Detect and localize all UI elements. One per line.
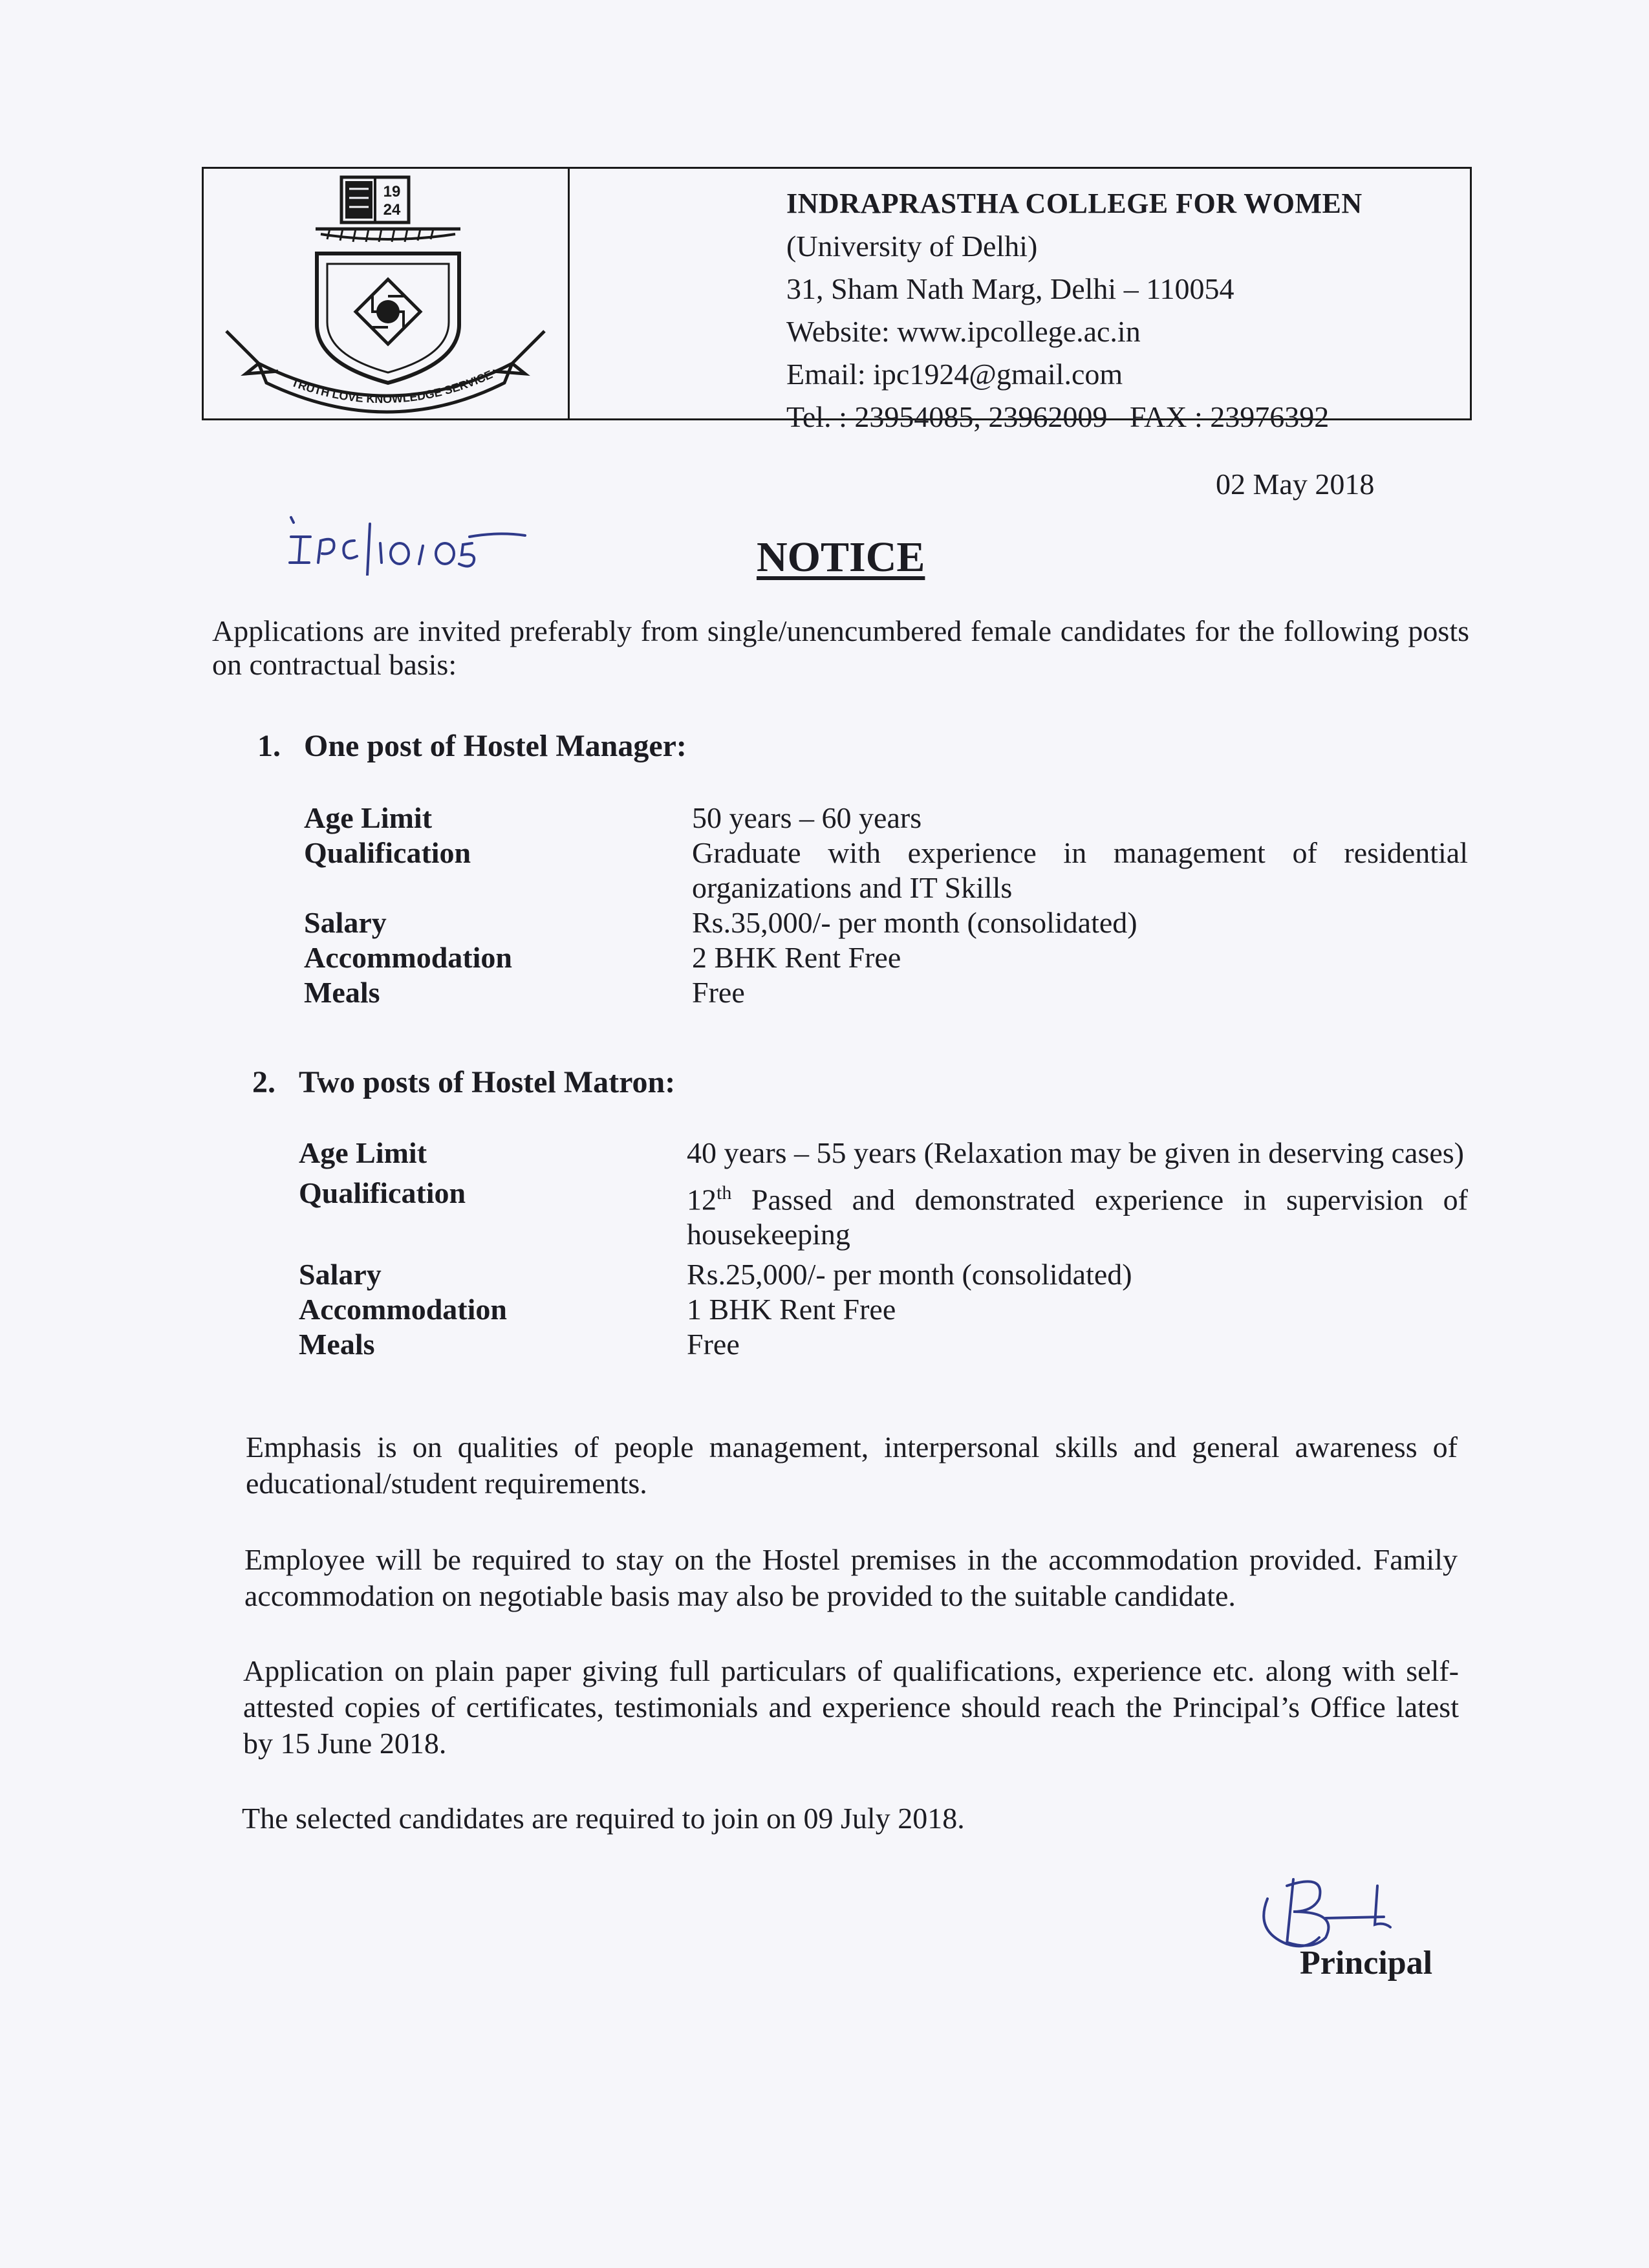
post-1-number: 1. bbox=[257, 729, 281, 763]
post-2-title: Two posts of Hostel Matron: bbox=[299, 1065, 676, 1099]
row-label: Qualification bbox=[299, 1176, 466, 1209]
post-1-salary-row bbox=[304, 905, 1468, 940]
post-2-salary-row bbox=[299, 1257, 1468, 1292]
post-1-heading bbox=[257, 728, 687, 764]
row-label: Age Limit bbox=[299, 1136, 427, 1169]
paragraph-application: Application on plain paper giving full particulars of qualifications, experience etc. along with self-attested copies of certificates, testimonials and experience should reach the Principal’s Office latest by 15 June 2018. bbox=[243, 1654, 1459, 1760]
signatory-title: Principal bbox=[1300, 1945, 1433, 1982]
row-value: 50 years – 60 years bbox=[692, 801, 922, 834]
post-2-heading bbox=[252, 1064, 675, 1100]
post-2-number: 2. bbox=[252, 1065, 275, 1099]
value-superscript: th bbox=[717, 1182, 732, 1204]
college-phone-fax: Tel. : 23954085, 23962009 FAX : 23976392 bbox=[786, 400, 1330, 433]
logo-year-bottom: 24 bbox=[383, 201, 401, 219]
row-value: 2 BHK Rent Free bbox=[692, 941, 901, 974]
handwritten-reference bbox=[285, 498, 530, 576]
row-value: 1 BHK Rent Free bbox=[687, 1293, 896, 1326]
college-address: 31, Sham Nath Marg, Delhi – 110054 bbox=[786, 272, 1234, 305]
row-value: 40 years – 55 years (Relaxation may be given in deserving cases) bbox=[687, 1136, 1464, 1169]
row-value: Free bbox=[692, 976, 745, 1009]
row-value bbox=[687, 1176, 1468, 1252]
post-1-meals-row bbox=[304, 975, 1468, 1010]
logo-book-icon bbox=[341, 177, 409, 222]
post-2-age-row bbox=[299, 1136, 1468, 1171]
university-name: (University of Delhi) bbox=[786, 230, 1038, 263]
post-1-age-row bbox=[304, 801, 1468, 836]
row-label: Age Limit bbox=[304, 801, 433, 834]
post-2-qualification-row bbox=[299, 1176, 1468, 1252]
letterhead-divider bbox=[568, 167, 570, 420]
intro-paragraph: Applications are invited preferably from single/unencumbered female candidates for the following posts on contractual basis: bbox=[212, 614, 1469, 681]
row-label: Salary bbox=[304, 906, 387, 939]
value-prefix: 12 bbox=[687, 1183, 717, 1216]
college-logo bbox=[207, 169, 564, 418]
post-1-details bbox=[304, 801, 1468, 1010]
row-value: Free bbox=[687, 1328, 740, 1361]
row-label: Accommodation bbox=[304, 941, 512, 974]
row-value: Rs.35,000/- per month (consolidated) bbox=[692, 906, 1137, 939]
post-1-accommodation-row bbox=[304, 940, 1468, 975]
post-2-accommodation-row bbox=[299, 1292, 1468, 1327]
row-label: Meals bbox=[304, 976, 380, 1009]
row-label: Accommodation bbox=[299, 1293, 507, 1326]
paragraph-stay: Employee will be required to stay on the Hostel premises in the accommodation provided. Family accommodation on negotiable basis may also be provided to the suitable candidate. bbox=[244, 1543, 1458, 1612]
paragraph-joining: The selected candidates are required to join on 09 July 2018. bbox=[242, 1802, 965, 1835]
college-email: Email: ipc1924@gmail.com bbox=[786, 358, 1123, 391]
row-label: Meals bbox=[299, 1328, 375, 1361]
college-name: INDRAPRASTHA COLLEGE FOR WOMEN bbox=[786, 188, 1363, 219]
post-1-qualification-row bbox=[304, 836, 1468, 905]
post-1-title: One post of Hostel Manager: bbox=[304, 729, 687, 763]
post-2-details bbox=[299, 1136, 1468, 1362]
row-label: Salary bbox=[299, 1258, 382, 1291]
logo-shield-icon bbox=[317, 254, 459, 383]
value-rest: Passed and demonstrated experience in supervision of housekeeping bbox=[687, 1183, 1468, 1251]
paragraph-emphasis: Emphasis is on qualities of people management, interpersonal skills and general awareness of educational/student requirements. bbox=[246, 1431, 1458, 1500]
row-label: Qualification bbox=[304, 836, 471, 869]
letterhead-details bbox=[786, 182, 1465, 438]
row-value: Graduate with experience in management of residential organizations and IT Skills bbox=[692, 836, 1468, 904]
logo-motto: TRUTH LOVE KNOWLEDGE SERVICE bbox=[290, 367, 495, 406]
college-website: Website: www.ipcollege.ac.in bbox=[786, 315, 1141, 348]
notice-date: 02 May 2018 bbox=[1216, 468, 1375, 501]
logo-year-top: 19 bbox=[383, 183, 401, 200]
post-2-meals-row bbox=[299, 1327, 1468, 1362]
row-value: Rs.25,000/- per month (consolidated) bbox=[687, 1258, 1132, 1291]
notice-title: NOTICE bbox=[757, 534, 925, 581]
